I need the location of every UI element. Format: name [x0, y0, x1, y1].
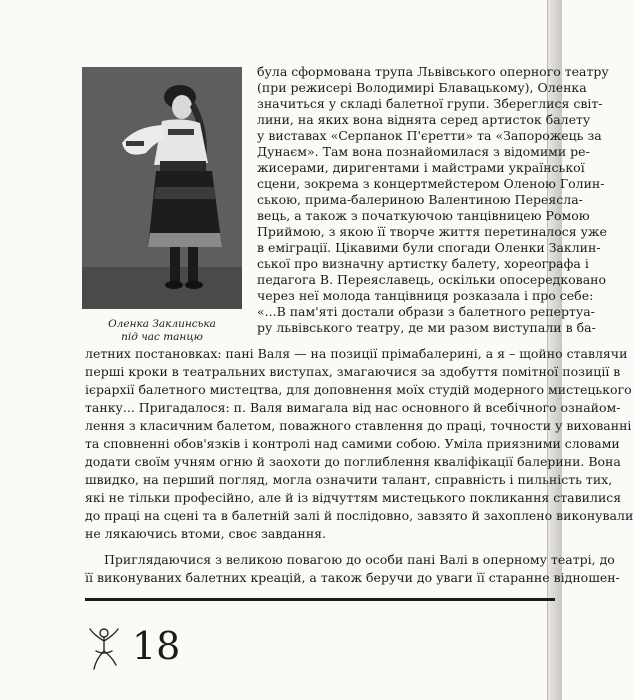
caption-line: Оленка Заклинська: [108, 318, 216, 330]
text-line: ієрархії балетного мистецтва, для доповнення моїх студій модерного мистецького: [85, 382, 632, 397]
text-line: швидко, на перший погляд, могла означити талант, справність і пильність тих,: [85, 472, 613, 487]
text-line: значиться у складі балетної групи. Збереглися світ-: [257, 96, 603, 111]
text-line: лини, на яких вона віднята серед артисток балету: [257, 112, 591, 127]
text-line: Приймою, з якою її творче життя перетиналося уже: [257, 224, 607, 239]
text-line: через неї молода танцівниця розказала і про себе:: [257, 288, 594, 303]
text-line: додати своїм учням огню й заохоти до поглиблення кваліфікації балерини. Вона: [85, 454, 621, 469]
text-line: «...В пам'яті достали образи з балетного репертуа-: [257, 304, 595, 319]
text-line: (при режисері Володимирі Блавацькому), Оленка: [257, 80, 587, 95]
text-line: лення з класичним балетом, поважного ставлення до праці, точности у вихованні: [85, 418, 632, 433]
text-line: у виставах «Серпанок П'єретти» та «Запорожець за: [257, 128, 602, 143]
text-line: Дунаєм». Там вона познайомилася з відомими ре-: [257, 144, 590, 159]
text-line: Приглядаючися з великою повагою до особи пані Валі в оперному театрі, до: [104, 552, 615, 567]
text-line: в еміграції. Цікавими були спогади Оленки Заклин-: [257, 240, 601, 255]
page-number: 18: [132, 624, 181, 668]
text-line: ською, прима-балериною Валентиною Переясла-: [257, 192, 583, 207]
footer-rule: [85, 598, 555, 601]
text-line: сцени, зокрема з концертмейстером Оленою Голин-: [257, 176, 605, 191]
text-line: її виконуваних балетних креацій, а також беручи до уваги її старанне відношен-: [85, 570, 620, 585]
dancer-silhouette-icon: [82, 67, 242, 309]
text-line: перші кроки в театральних виступах, змагаючися за здобуття помітної позиції в: [85, 364, 621, 379]
dancer-logo-icon: [86, 625, 122, 677]
text-line: вець, а також з початкуючою танцівницею Ромою: [257, 208, 590, 223]
text-line: які не тільки професійно, але й із відчуттям мистецького покликання ставилися: [85, 490, 622, 505]
dancer-photo: [82, 67, 242, 309]
text-line: жисерами, диригентами і майстрами української: [257, 160, 585, 175]
text-line: до праці на сцені та в балетній залі й послідовно, завзято й захоплено виконували: [85, 508, 633, 523]
text-line: та сповненні обов'язків і контролі над самими собою. Уміла приязними словами: [85, 436, 620, 451]
text-line: не лякаючись втоми, своє завдання.: [85, 526, 327, 541]
text-line: ської про визначну артистку балету, хореографа і: [257, 256, 589, 271]
photo-caption: [82, 318, 242, 344]
text-line: танку... Пригадалося: п. Валя вимагала від нас основного й всебічного ознайом-: [85, 400, 621, 415]
text-line: летних постановках: пані Валя — на позиції прімабалерині, а я – щойно ставлячи: [85, 346, 628, 361]
text-line: ру львівського театру, де ми разом виступали в ба-: [257, 320, 596, 335]
caption-line: під час танцю: [121, 331, 203, 343]
text-line: педагога В. Переяславець, оскільки опосередковано: [257, 272, 607, 287]
text-line: була сформована трупа Львівського оперного театру: [257, 64, 609, 79]
